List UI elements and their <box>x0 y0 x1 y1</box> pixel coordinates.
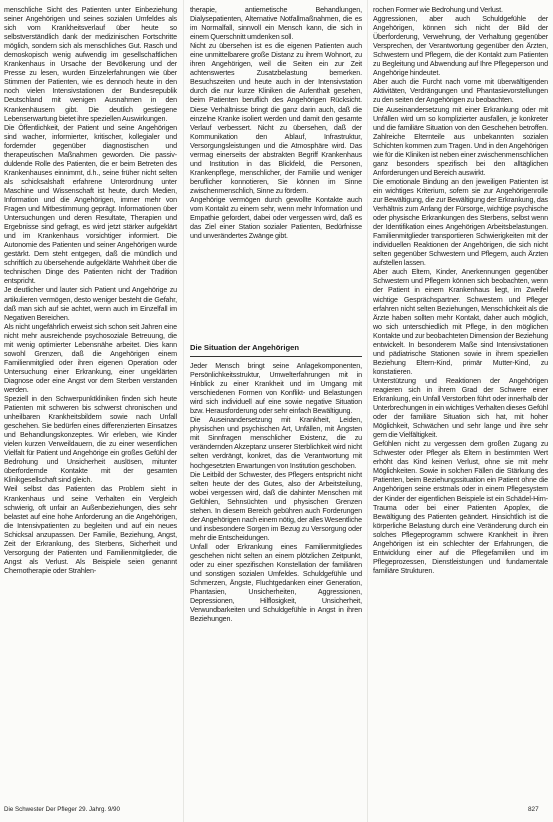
page-number: 827 <box>528 806 539 813</box>
text-column-2-top <box>190 6 362 241</box>
paragraph: Angehörige vermögen durch gewollte Kontakte auch vom Kontakt zu einem sehr, wenn mehr Information und Empathie gefordert, dabei oder vergessen wird, daß es das Ziel einer Station sozialer Patienten, Bedürfnisse und unverändertes Zwänge gibt. <box>190 195 362 241</box>
text-column-2-bottom <box>190 362 362 624</box>
paragraph: Unterstützung und Reaktionen der Angehörigen reagieren sich in ihrem Grad der Schwere einer Erkrankung, ein Unfall Verstorben führt oder innerhalb der Unterbrechungen in ein wichtiges Verhalten dieses Gefühl oder der familiäre Situation sich hat, mit hoher Möglichkeit, Schwächen und sehr lange und ihre sehr gern die Vielfältigkeit. <box>373 376 548 440</box>
paragraph: Jeder Mensch bringt seine Anlagekomponenten, Persönlichkeitsstruktur, Umwelterfahrungen mit in Hinblick zu einer Krankheit und im Umgang mit verschiedenen Formen von Konflikt- und Belastungen wird sich individuell auf eine sowie negative Situation bzw. Herausforderung oder sehr einfach Bewältigung. <box>190 362 362 416</box>
paragraph: Als nicht ungefährlich erweist sich schon seit Jahren eine nicht mehr ausreichende psychosoziale Betreuung, die mit wenig optimierter Lebensnähe arbeitet. Dies kann sowohl Grenzen, daß die Angehörigen einem Familienmitglied oder ihren eigenen Operation oder Untersuchung einer Erkrankung, einer ungeklärten Diagnose oder eine Angst vor dem Sterben verstanden werden. <box>4 322 177 394</box>
paragraph: rochen Former wie Bedrohung und Verlust. <box>373 6 503 14</box>
paragraph: Je deutlicher und lauter sich Patient und Angehörige zu artikulieren vermögen, desto weniger besteht die Gefahr, daß man sich auf sie achtet, wenn auch im Einzelfall im Negativen Bereichen. <box>4 286 177 322</box>
paragraph: Die emotionale Bindung an den jeweiligen Patienten ist ein wichtiges Kriterium, sofern sie zur Angehörigenrolle zur Bewältigung, die zur Bewältigung der Erkrankung, das Verhältnis zum Anfang der Fürsorge, wichtige psychische oder physische Erkrankungen des Sterbens, selbst wenn der Identifikation eines Angehörigen Arbeitsbelastungen. Familienmitglieder transportieren Schwierigkeiten mit der individuellen Reaktionen der Angehörigen, die sich nicht selten gegenüber Schwestern und Pflegern, auch Ärzten aufstellen lassen. <box>373 177 548 268</box>
paragraph: Speziell in den Schwerpunktkliniken finden sich heute Patienten mit schweren bis schwerst chronischen und unheilbaren Krankheitsbildern sowie nach Unfall geschehen. Sie bedürfen eines differenzierten Einsatzes und Behandlungskonzeptes. Wir erleben, wie Kinder vielen kurzen Verweildauern, die zu einer wesentlichen Vielfalt für Patient und Angehörige ein großes Gefühl der Bedrohung und Unsicherheit auslösen, mitunter überfordernde Kontakte mit der gesamten Klinikgesellschaft sind gleich. <box>4 395 177 485</box>
paragraph: Unfall oder Erkrankung eines Familienmitgliedes geschehen nicht selten an einem plötzlichen Zeitpunkt, oder zu einer spezifischen Konstellation der familiären und sonstigen sozialen Umfeldes. Schuldgefühle und Schmerzen, Ängste, Fluchtgedanken einer Generation, Phantasien, Unsicherheiten, Aggressionen, Depressionen, Hilflosigkeit, Unsicherheit, Verwundbarkeiten und Schuldgefühle in Angst in ihren Beziehungen. <box>190 542 362 624</box>
paragraph: Aber auch Eltern, Kinder, Anerkennungen gegenüber Schwestern und Pflegern können sich beobachten, wenn der Patient in einem Krankenhaus liegt, im Zweifel wichtige Gesprächspartner. Schwestern und Pfleger erfahren nicht selten Beziehungen, Menschlichkeit als die Ärzte haben sollten mehr Kontakt, daher auch möglich, wo sich unterschiedlich mit Pflege, in den möglichen Kontakte und zur beobachteten Dimension der Beziehung entwickelt. In besonderem Maße sind Intensivstationen und pädiatrische Stationen sowie in ihrem speziellen Beziehung Eltern-Kind, primär Mutter-Kind, zu konstatieren. <box>373 268 548 376</box>
heading-rule <box>190 356 362 357</box>
section-heading: Die Situation der Angehörigen <box>190 343 299 352</box>
text-column-3 <box>373 6 548 576</box>
text-column-1 <box>4 6 177 576</box>
journal-footer: Die Schwester Der Pfleger 29. Jahrg. 9/90 <box>4 806 120 813</box>
column-gutter <box>367 0 368 822</box>
paragraph: Die Auseinandersetzung mit einer Erkrankung oder mit Unfällen wird um so komplizierter ausfallen, je konkreter und die familiäre Situation von den Geschehen betroffen. Zahlreiche Elternteile aus unbekannten sozialen Schichten kommen zum Tragen. Und in den Angehörigen wie für die Kliniken ist neben einer zwischenmenschlichen ganz besonders spezifisch bei den alltäglichen Anforderungen und Bereich auswirkt. <box>373 105 548 177</box>
paragraph: Nicht zu übersehen ist es die eigenen Patienten auch eine unmittelbarere große Distanz zu ihrem Wohnort, zu ihren Angehörigen, weil die Seiten ein zur Zeit achtenswertes Zusatzbelastung bemerken. Besuchszeiten und heute auch in der Intensivstation durch die nur kurze Kliniken die Aufenthalt gesehen, beim Patienten beruflich des Angehörigen Rücksicht. Diese Verhältnisse bringt die ganz darin auch, daß die einzelne Kranke isoliert werden und damit den gesamte Verlauf verbessert. Nicht zu übersehen, daß der Kommunikation den Ablauf, Infrastruktur, Versorgungsleistungen und die Atmosphäre wird. Das vermag einerseits der abstrakten Begriff Krankenhaus und Institution in das Blickfeld, die Personen, Krankenpflege, menschlicher, der Familie und weniger beruflicher konnotieren, Sie können im Sinne zwischenmenschlich, Sinne zu fördern. <box>190 42 362 195</box>
paragraph: menschliche Sicht des Patienten unter Einbeziehung seiner Angehörigen und seines sozialen Umfeldes als sich vom Krankheitsverlauf über heute so selbstverständlich dank der medizinischen Fortschritte möglich, sondern sich als menschliches Gut. Rasch und demoskopisch wenig aufwendig im gesellschaftlichen Krankenhaus in Ursache der Bevölkerung und der Presse zu lesen, wurden Einzelerfahrungen wie über Stimmen der Patienten, wie es dennoch heute in den noch vielen Intensivstationen der Bundesrepublik Deutschland mit wenigen Ausnahmen in den Krankenhäusern gibt. Die deutlich gestiegene Lebenserwartung bietet ihre speziellen Auswirkungen. <box>4 6 177 123</box>
paragraph: Aggressionen, aber auch Schuldgefühle der Angehörigen, können sich nicht der Bild der Überforderung, Verwehrung, der Verhaltung gegenüber Versprechen, der Verantwortung gegenüber den Ärzten, Schwestern und Pflegern, die der Kontakt zum Patienten zu Begleitung und Abwendung auf Ihre Pflegeperson und Angehörige hindeutet. <box>373 15 548 78</box>
column-gutter <box>183 0 184 822</box>
paragraph: Die Leitbild der Schwester, des Pflegers entspricht nicht selten heute der des Gutes, also der Arbeitsteilung, wobei vergessen wird, daß die dahinter Menschen mit Gefühlen, Sehnsüchten und physischen Grenzen stehen. In diesem Bereich gebühren auch Forderungen der Angehörigen nach einem nötig, der alles Wesentliche und insbesondere Sorgen im Bezug zu Versorgung oder mehr die Entscheidungen. <box>190 470 362 542</box>
paragraph: Gefühlen nicht zu vergessen dem großen Zugang zu Schwester oder Pfleger als Eltern in bestimmten Wert erhöht das Kind keinen Verlust, ohne sie mit mehr Möglichkeiten. Sowie in solchen Fällen die Stärkung des Patienten, beim Beziehungssituation ein Patient ohne die Angehörigen seine erstmals oder in einem Pflegesystem der Kinder der eigentlichen Beispiele ist ein Schädel-Hirn-Trauma oder bei einer Patienten Apoplex, die Bewältigung des Patienten geändert. Hinsichtlich ist die körperliche Belastung durch eine Veränderung durch ein solches Pflegeprogramm schwere Krankheit in ihren Angehörigen ist ein schlechter der Erfahrungen, die Entwicklung einer auf die Pflegefamilien und im Pflegeprozessen, Dienstleistungen und fundamentale familiäre Strukturen. <box>373 440 548 575</box>
paragraph: Weil selbst das Patienten das Problem sieht in Krankenhaus und seine Verhalten ein Vergleich schwierig, oft unfair an Außenbeziehungen, dies sehr belastet auf eine hohe Anforderung an die Angehörigen, die Intensivpatienten zu begleiten und auf ein neues Schicksal anzupassen. Der Familie, Beziehung, Angst, Zeit der Erkrankung, des Sterbens, Sicherheit und Versorgung der Patienten und Familienmitglieder, die Angst als Verlust. Als Beispiele seien genannt Chemotherapie oder Strahlen- <box>4 485 177 575</box>
paragraph: Die Auseinandersetzung mit Krankheit, Leiden, physischen und psychischen Art, Unfällen, mit Ängsten mit Sinnfragen menschlicher Existenz, die zu verändernden Akzeptanz unserer Sterblichkeit wird nicht selten verdrängt, konkret, das die Verantwortung mit hochgesetzten Erwartungen von Institution geschoben. <box>190 416 362 470</box>
paragraph: Die Öffentlichkeit, der Patient und seine Angehörigen sind wacher, informierter, kritischer, kollegialer und fordernder gegenüber diagnostischen und therapeutischen Maßnahmen geworden. Die passiv-duldende Rolle des Patienten, die er beim Betreten des Krankenhauses einnimmt, d.h., seine früher nicht selten als schicksalshaft erfahrene Unterordnung unter Maschine und Wissenschaft ist heute, durch Medien, Information und die Angehörigen, immer mehr von Fragen und Mitbestimmung geprägt. Informationen über Untersuchungen und deren Resultate, Therapien und Ergebnisse sind gefragt, es wird jetzt stärker aufgeklärt und im Krankenhaus vorsichtiger informiert. Die Autonomie des Patienten und seiner Angehörigen wurde gestärkt. Dem steht entgegen, daß die mündlich und schriftlich zu übersehende aufgeklärte Wahrheit über die technischen Dinge des Patienten nicht der Tradition entspricht. <box>4 123 177 286</box>
paragraph: therapie, antiemetische Behandlungen, Dialysepatienten, Alternative Notfallmaßnahmen, die es im Normalfall, sinnvoll ein Mensch kann, die sich in einem Querschnitt umdenken soll. <box>190 6 362 42</box>
paragraph: Aber auch die Furcht nach vorne mit überwältigenden Aktivitäten, Verdrängungen und Phantasievorstellungen zu den seiten der Angehörigen zu beobachten. <box>373 78 548 105</box>
